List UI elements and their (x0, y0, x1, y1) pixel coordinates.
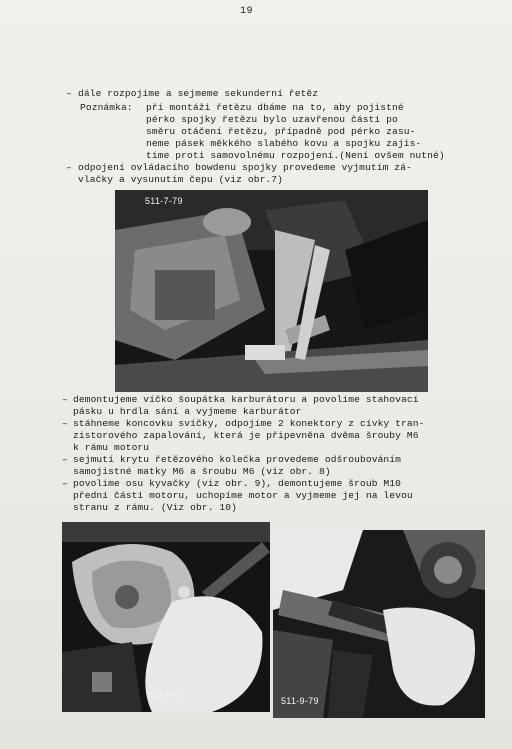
paragraph-line: dále rozpojíme a sejmeme sekunderní řetěz (78, 88, 319, 99)
paragraph-line: k rámu motoru (73, 442, 150, 453)
photo-figure-8 (62, 522, 270, 712)
photo-caption: 511-9-79 (281, 696, 319, 706)
note-line: neme pásek měkkého slabého kovu a spojku zajis- (146, 138, 422, 149)
photo-figure-7-image (115, 190, 428, 392)
photo-caption: 511-7-79 (145, 196, 183, 206)
photo-caption: 511-8-79 (148, 690, 186, 700)
bullet: – (62, 454, 68, 465)
bullet: – (62, 394, 68, 405)
paragraph-line: povolíme osu kyvačky (viz obr. 9), demontujeme šroub M10 (73, 478, 402, 489)
paragraph-line: samojistné matky M6 a šroubu M6 (viz obr. 8) (73, 466, 331, 477)
photo-figure-9 (273, 530, 485, 718)
paragraph-line: sejmutí krytu řetězového kolečka provedeme odšroubováním (73, 454, 402, 465)
photo-figure-7 (115, 190, 428, 392)
bullet: – (62, 418, 68, 429)
note-line: pérko spojky řetězu bylo uzavřenou částí po (146, 114, 398, 125)
page-number: 19 (240, 6, 254, 17)
bullet: – (66, 88, 72, 99)
paragraph-line: pásku u hrdla sání a vyjmeme karburátor (73, 406, 302, 417)
photo-figure-9-image (273, 530, 485, 718)
paragraph-line: vlačky a vysunutím čepu (viz obr.7) (78, 174, 284, 185)
bullet: – (62, 478, 68, 489)
paragraph-line: zistorového zapalování, která je připevněna dvěma šrouby M6 (73, 430, 419, 441)
note-line: při montáži řetězu dbáme na to, aby pojistné (146, 102, 404, 113)
paragraph-line: demontujeme víčko šoupátka karburátoru a povolíme stahovací (73, 394, 419, 405)
bullet: – (66, 162, 72, 173)
note-line: směru otáčení řetězu, případně pod pérko zasu- (146, 126, 416, 137)
paragraph-line: odpojení ovládacího bowdenu spojky provedeme vyjmutím zá- (78, 162, 412, 173)
note-line: tíme proti samovolnému rozpojení.(Není ovšem nutné) (146, 150, 445, 161)
photo-figure-8-image (62, 522, 270, 712)
paragraph-line: přední části motoru, uchopíme motor a vyjmeme jej na levou (73, 490, 413, 501)
paragraph-line: stranu z rámu. (Viz obr. 10) (73, 502, 238, 513)
note-label: Poznámka: (80, 102, 133, 113)
paragraph-line: stáhneme koncovku svíčky, odpojíme 2 konektory z cívky tran- (73, 418, 425, 429)
